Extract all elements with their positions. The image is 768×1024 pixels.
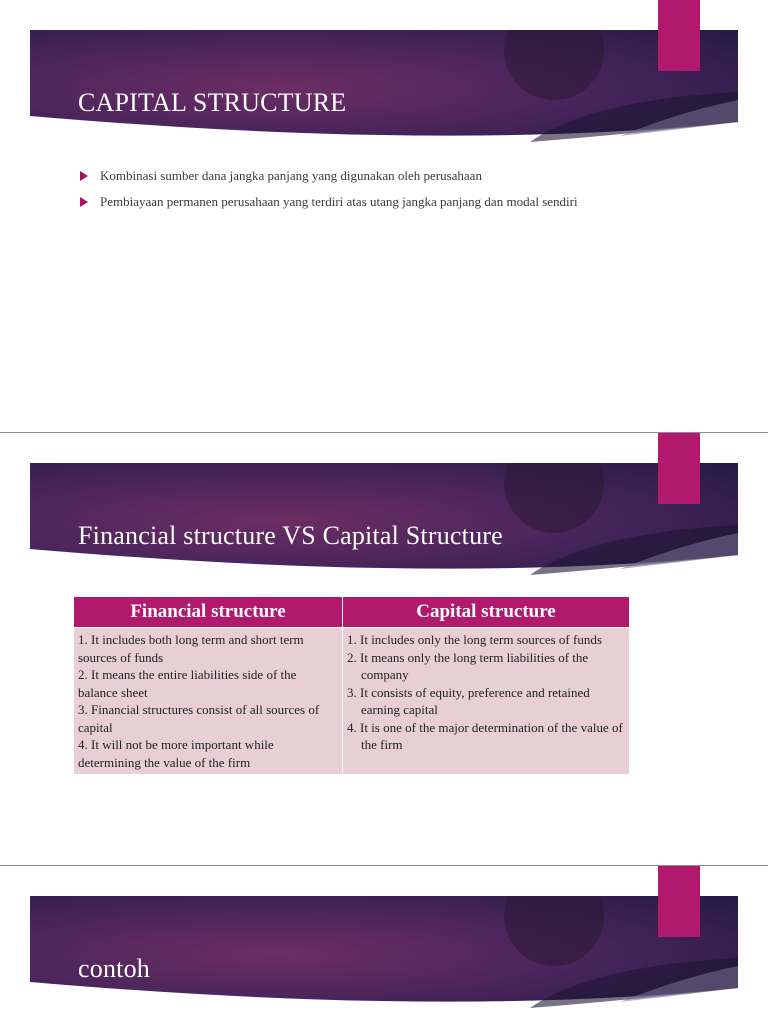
- slide-title: CAPITAL STRUCTURE: [78, 88, 347, 118]
- column-header-capital: Capital structure: [343, 597, 630, 628]
- column-header-financial: Financial structure: [74, 597, 343, 628]
- accent-tab: [658, 866, 700, 937]
- table-row: [74, 628, 629, 775]
- accent-tab: [658, 0, 700, 71]
- list-item: 1. It includes only the long term sources of funds: [347, 632, 602, 647]
- list-item: 1. It includes both long term and short term sources of funds: [78, 632, 304, 665]
- bullet-item: [78, 194, 598, 210]
- comparison-table: [74, 597, 629, 774]
- financial-structure-cell: [74, 628, 343, 775]
- table-header-row: [74, 597, 629, 628]
- slide-title: contoh: [78, 954, 150, 984]
- bullet-text: Kombinasi sumber dana jangka panjang yang digunakan oleh perusahaan: [100, 168, 482, 183]
- bullet-item: [78, 168, 598, 184]
- list-item: 2. It means the entire liabilities side of the balance sheet: [78, 667, 297, 700]
- bullet-text: Pembiayaan permanen perusahaan yang terdiri atas utang jangka panjang dan modal sendiri: [100, 194, 578, 209]
- accent-tab: [658, 433, 700, 504]
- list-item: 3. It consists of equity, preference and retained earning capital: [347, 684, 590, 717]
- capital-structure-cell: [343, 628, 630, 775]
- slide-1: [0, 0, 768, 432]
- triangle-bullet-icon: [80, 171, 88, 181]
- bullet-list: [78, 168, 598, 220]
- list-item: 3. Financial structures consist of all sources of capital: [78, 702, 320, 735]
- list-item: 2. It means only the long term liabilities of the company: [347, 649, 589, 682]
- list-item: 4. It is one of the major determination of the value of the firm: [347, 719, 623, 752]
- list-item: 4. It will not be more important while determining the value of the firm: [78, 737, 274, 770]
- triangle-bullet-icon: [80, 197, 88, 207]
- slide-3: [0, 866, 768, 1024]
- slide-title: Financial structure VS Capital Structure: [78, 521, 503, 551]
